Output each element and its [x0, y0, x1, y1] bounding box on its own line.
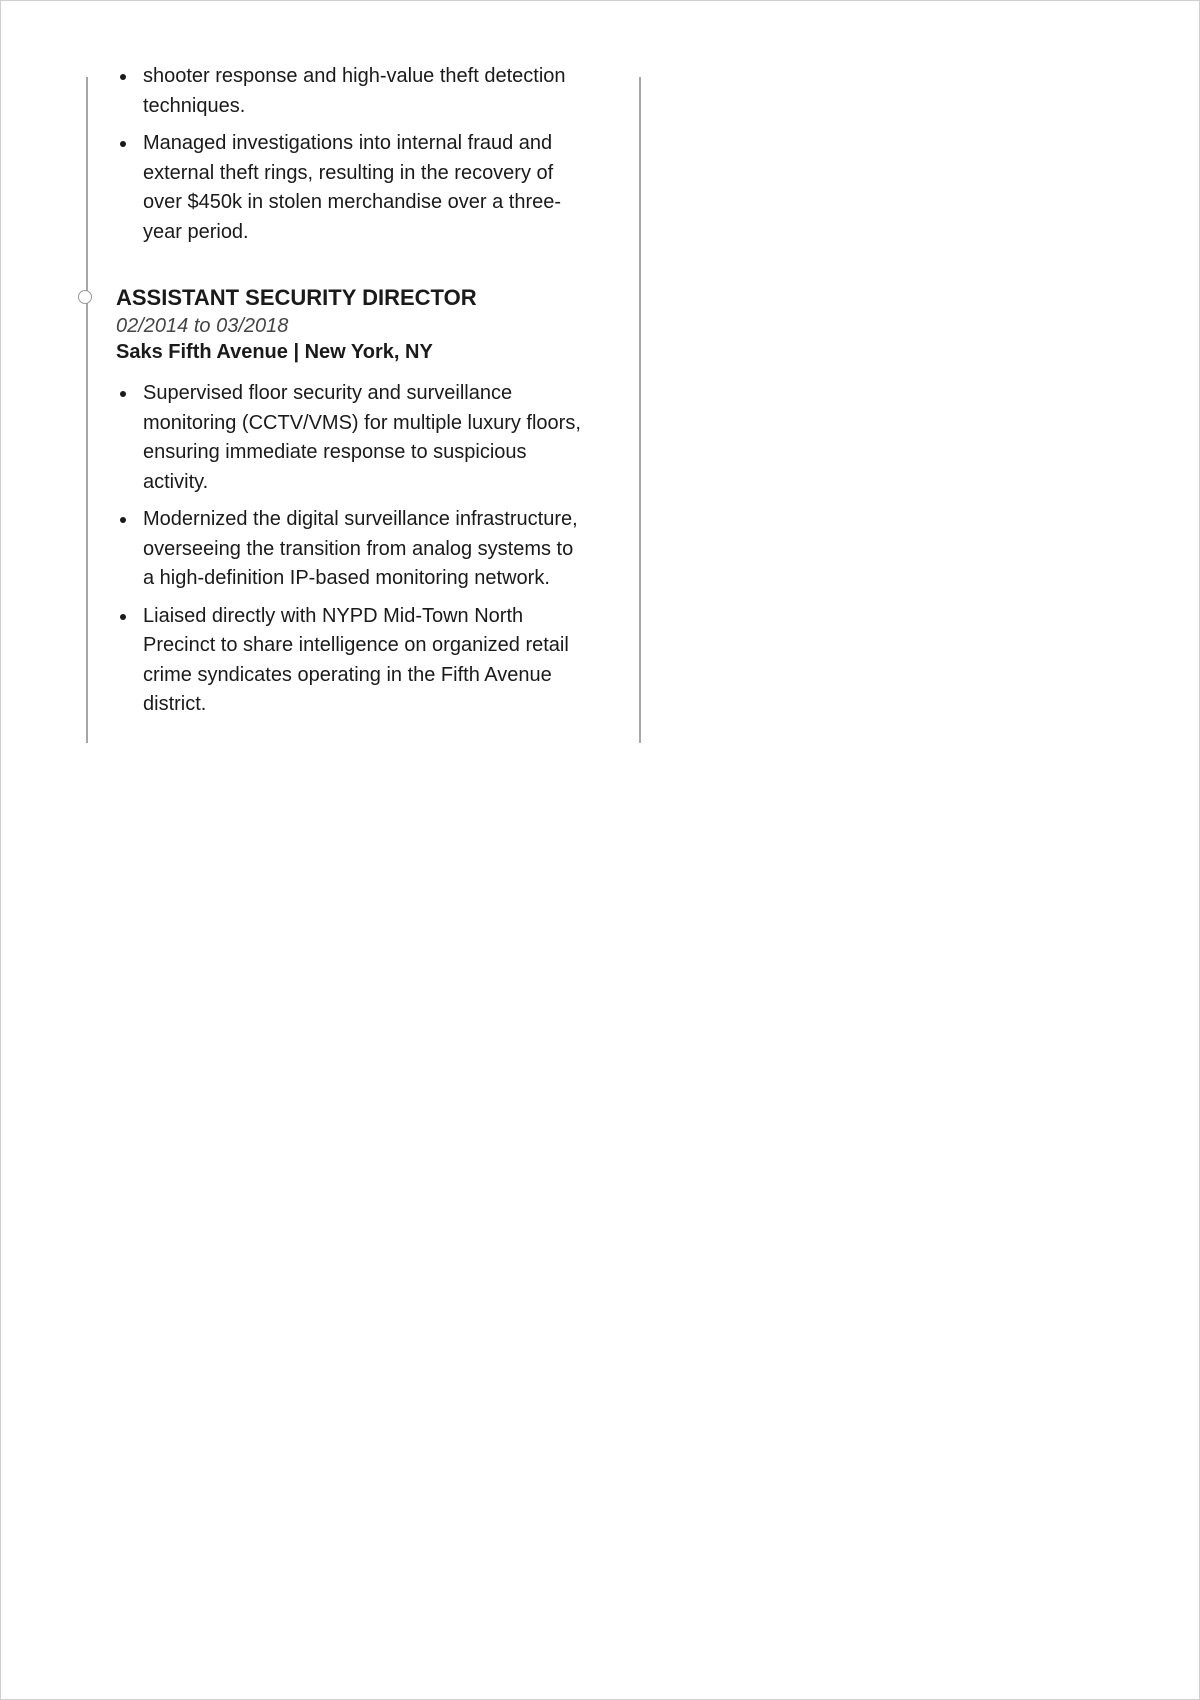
list-item: [115, 62, 585, 121]
role-bullet-list: [115, 379, 585, 728]
bullet-text: Supervised floor security and surveillance monitoring (CCTV/VMS) for multiple luxury floors, ensuring immediate response to suspicious activity.: [143, 382, 581, 493]
timeline-node-icon: [78, 290, 92, 304]
bullet-text: Modernized the digital surveillance infrastructure, overseeing the transition from analog systems to a high-definition IP-based monitoring network.: [143, 508, 578, 589]
job-dates: 02/2014 to 03/2018: [116, 315, 289, 337]
bullet-text: shooter response and high-value theft detection techniques.: [143, 65, 566, 117]
previous-role-bullet-list: [115, 62, 585, 255]
bullet-icon: [120, 614, 126, 620]
bullet-icon: [120, 517, 126, 523]
bullet-text: Liaised directly with NYPD Mid-Town North Precinct to share intelligence on organized retail crime syndicates operating in the Fifth Avenue district.: [143, 604, 569, 715]
job-title: ASSISTANT SECURITY DIRECTOR: [116, 285, 477, 310]
column-divider: [639, 77, 641, 743]
bullet-text: Managed investigations into internal fraud and external theft rings, resulting in the recovery of over $450k in stolen merchandise over a three-year period.: [143, 132, 562, 243]
job-company: Saks Fifth Avenue | New York, NY: [116, 341, 433, 363]
list-item: [115, 602, 585, 720]
list-item: [115, 505, 585, 594]
list-item: [115, 379, 585, 497]
bullet-icon: [120, 74, 126, 80]
bullet-icon: [120, 391, 126, 397]
timeline-line: [86, 77, 88, 743]
bullet-icon: [120, 141, 126, 147]
list-item: [115, 129, 585, 247]
